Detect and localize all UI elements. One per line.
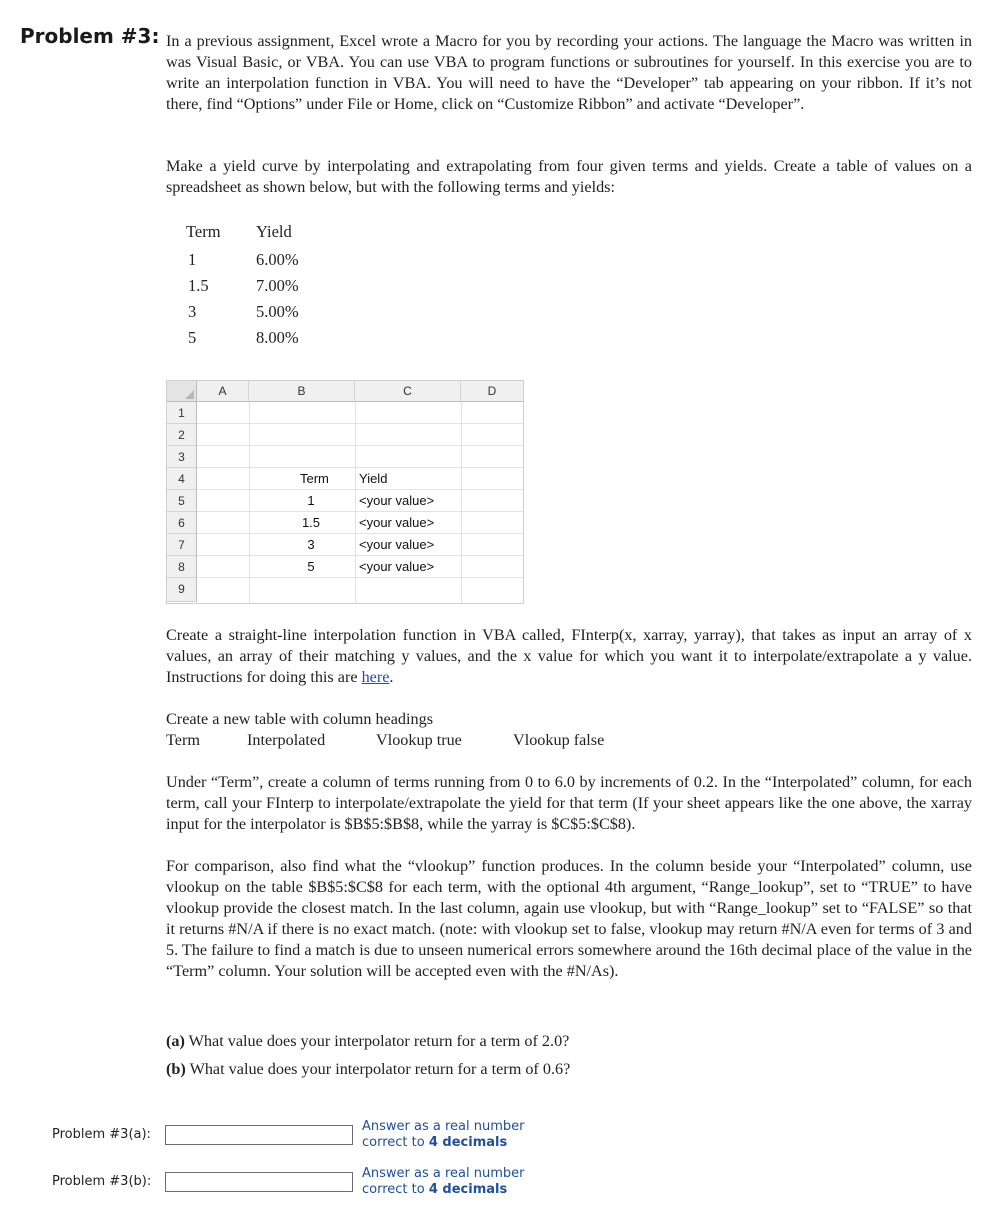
row-header: 5	[167, 490, 197, 512]
instructions-link[interactable]: here	[361, 668, 390, 686]
spreadsheet-example	[166, 380, 524, 604]
answer-b-label: Problem #3(b):	[52, 1174, 152, 1189]
row-header: 2	[167, 424, 197, 446]
cell-term: 1.5	[301, 515, 321, 530]
answer-a-label: Problem #3(a):	[52, 1127, 151, 1142]
given-header-yield: Yield	[256, 222, 292, 241]
given-yield: 7.00%	[256, 276, 299, 295]
vlookup-comparison-paragraph: For comparison, also find what the “vlookup” function produces. In the column beside your “Interpolated” column, use vlookup on the table $B$5:$C$8 for each term, with the optional 4th argument, “Range_lookup”, set to “TRUE” to have vlookup provide the closest match. In the last column, again use vlookup, but with “Range_lookup” set to “FALSE” so that it returns #N/A if there is no exact match. (note: with vlookup set to false, vlookup may return #N/A even for terms of 3 and 5. The failure to find a match is due to unseen numerical errors somewhere around the 16th decimal place of the value in the “Term” column. Your solution will be accepted even with the #N/As).	[166, 857, 972, 980]
col-heading-interpolated: Interpolated	[247, 731, 326, 749]
column-header-c: C	[355, 381, 461, 402]
intro-paragraph: In a previous assignment, Excel wrote a Macro for you by recording your actions. The language the Macro was written in was Visual Basic, or VBA. You can use VBA to program functions or subroutines for yourself. In this exercise you are to write an interpolation function in VBA. You will need to have the “Developer” tab appearing on your ribbon. If it’s not there, find “Options” under File or Home, click on “Customize Ribbon” and activate “Developer”.	[166, 32, 972, 113]
row-header: 3	[167, 446, 197, 468]
col-heading-vlookup-true: Vlookup true	[376, 731, 462, 749]
given-yield: 5.00%	[256, 302, 299, 321]
given-yield: 8.00%	[256, 328, 299, 347]
col-heading-term: Term	[166, 731, 200, 749]
answer-a-hint: Answer as a real number correct to 4 decimals	[362, 1119, 525, 1150]
column-header-d: D	[461, 381, 523, 402]
question-a: (a) What value does your interpolator return for a term of 2.0?	[166, 1032, 570, 1050]
question-b: (b) What value does your interpolator return for a term of 0.6?	[166, 1060, 571, 1078]
answer-b-hint: Answer as a real number correct to 4 decimals	[362, 1166, 525, 1197]
term-column-paragraph: Under “Term”, create a column of terms running from 0 to 6.0 by increments of 0.2. In the “Interpolated” column, for each term, call your FInterp to interpolate/extrapolate the yield for that term (If your sheet appears like the one above, the xarray input for the interpolator is $B$5:$B$8, while the yarray is $C$5:$C$8).	[166, 773, 972, 833]
row-header: 9	[167, 578, 197, 602]
new-table-intro: Create a new table with column headings	[166, 710, 434, 728]
given-term: 3	[188, 302, 197, 321]
answer-b-input[interactable]	[165, 1172, 353, 1192]
row-header: 8	[167, 556, 197, 578]
cell-yield: <your value>	[359, 515, 435, 530]
yield-curve-paragraph: Make a yield curve by interpolating and extrapolating from four given terms and yields. Create a table of values on a spreadsheet as shown below, but with the following terms and yields:	[166, 157, 972, 196]
column-header-b: B	[249, 381, 355, 402]
given-term: 1.5	[188, 276, 209, 295]
given-yield: 6.00%	[256, 250, 299, 269]
row-header: 1	[167, 402, 197, 424]
cell-yield: <your value>	[359, 559, 435, 574]
cell-yield: <your value>	[359, 537, 435, 552]
cell-term: 1	[307, 493, 315, 508]
cell-term: 5	[307, 559, 315, 574]
row-header: 6	[167, 512, 197, 534]
cell-term-header: Term	[300, 471, 329, 486]
given-term: 1	[188, 250, 197, 269]
cell-yield: <your value>	[359, 493, 435, 508]
given-table	[186, 222, 346, 352]
interp-function-paragraph: Create a straight-line interpolation function in VBA called, FInterp(x, xarray, yarray), that takes as input an array of x values, an array of their matching y values, and the x value for which you want it to interpolate/extrapolate a y value. Instructions for doing this are here.	[166, 626, 972, 686]
column-header-a: A	[197, 381, 249, 402]
cell-yield-header: Yield	[359, 471, 388, 486]
select-all-corner	[167, 381, 197, 402]
cell-term: 3	[307, 537, 315, 552]
col-heading-vlookup-false: Vlookup false	[513, 731, 605, 749]
given-header-term: Term	[186, 222, 221, 241]
new-table-columns	[166, 731, 666, 752]
answer-a-input[interactable]	[165, 1125, 353, 1145]
row-header: 7	[167, 534, 197, 556]
row-header: 4	[167, 468, 197, 490]
problem-heading: Problem #3:	[20, 24, 160, 48]
given-term: 5	[188, 328, 197, 347]
